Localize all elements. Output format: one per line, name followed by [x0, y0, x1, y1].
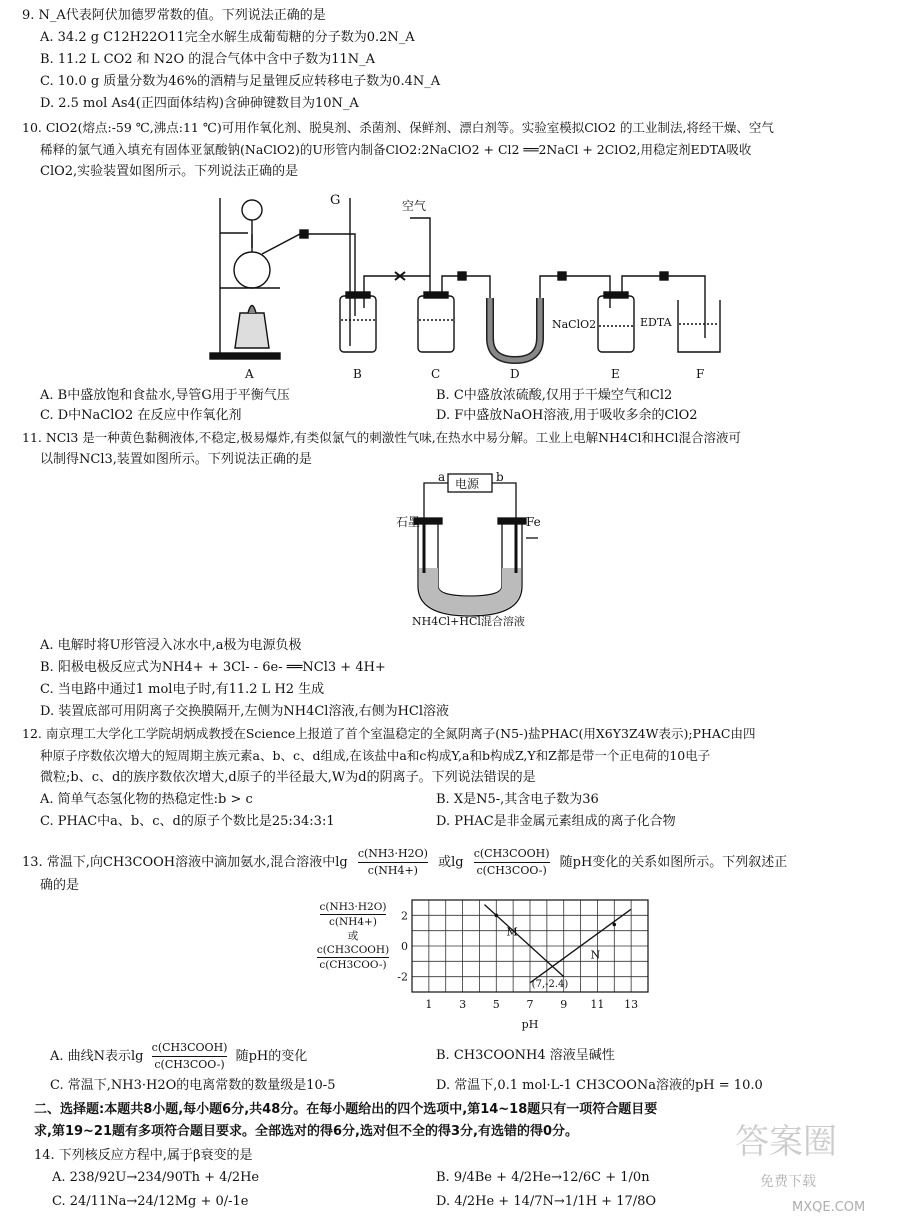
fraction-1-denominator: c(NH4+) — [367, 864, 418, 877]
q13-stem-line1 — [22, 846, 787, 879]
label-e: E — [611, 367, 620, 381]
y-tick-label: 2 — [401, 909, 408, 923]
fraction-1-numerator: c(NH3·H2O) — [358, 846, 428, 863]
q13-option-a — [50, 1040, 307, 1073]
q12-option-a: A. 简单气态氢化物的热稳定性:b > c — [40, 792, 253, 807]
label-air: 空气 — [402, 199, 427, 213]
q9-option-d: D. 2.5 mol As4(正四面体结构)含砷砷键数目为10N_A — [40, 96, 359, 111]
q13-a-fraction: c(CH3COOH) c(CH3COO-) — [151, 1041, 228, 1071]
watermark-logo: 答案圈 — [735, 1122, 837, 1162]
q10-option-b: B. C中盛放浓硫酸,仅用于干燥空气和Cl2 — [436, 388, 673, 403]
q11-option-a: A. 电解时将U形管浸入冰水中,a极为电源负极 — [40, 638, 302, 653]
q11-option-c: C. 当电路中通过1 mol电子时,有11.2 L H2 生成 — [40, 682, 325, 697]
q10-option-d: D. F中盛放NaOH溶液,用于吸收多余的ClO2 — [436, 408, 698, 423]
x-tick-label: 7 — [526, 998, 534, 1011]
x-axis-label: pH — [521, 1018, 539, 1031]
label-power: 电源 — [455, 477, 480, 491]
label-pole-a: a — [438, 470, 446, 484]
q11-option-b: B. 阳极电极反应式为NH4+ + 3Cl- - 6e- ══NCl3 + 4H+ — [40, 660, 386, 675]
series-label-M: M — [506, 925, 518, 939]
label-b: B — [353, 367, 362, 381]
watermark-url: MXQE.COM — [792, 1200, 866, 1215]
q14-stem: 14. 下列核反应方程中,属于β衰变的是 — [34, 1148, 253, 1163]
q10-stem-line2: 稀释的氯气通入填充有固体亚氯酸钠(NaClO2)的U形管内制备ClO2:2NaClO2 + Cl2 ══2NaCl + 2ClO2,用稳定剂EDTA吸收 — [40, 142, 752, 157]
label-g: G — [330, 193, 341, 208]
x-tick-label: 1 — [425, 998, 433, 1011]
q10-option-c: C. D中NaClO2 在反应中作氧化剂 — [40, 408, 242, 423]
y-tick-label: 0 — [401, 940, 408, 953]
q11-electrolysis-figure — [398, 468, 543, 630]
q13-a-suffix: 随pH的变化 — [235, 1049, 308, 1064]
x-tick-label: 11 — [590, 998, 605, 1011]
q11-solution-label: NH4Cl+HCl混合溶液 — [412, 615, 525, 628]
q10-stem-line3: ClO2,实验装置如图所示。下列说法正确的是 — [40, 164, 299, 179]
x-tick-label: 5 — [492, 998, 500, 1011]
q14-option-a: A. 238/92U→234/90Th + 4/2He — [52, 1170, 260, 1185]
q12-option-d: D. PHAC是非金属元素组成的离子化合物 — [436, 814, 676, 829]
q13-stem-suffix: 随pH变化的关系如图所示。下列叙述正 — [559, 855, 788, 870]
x-tick-label: 9 — [560, 998, 568, 1011]
q10-apparatus-figure — [190, 188, 730, 383]
q12-stem-line2: 种原子序数依次增大的短周期主族元素a、b、c、d组成,在该盐中a和c构成Y,a和b构成Z,Y和Z都是带一个正电荷的10电子 — [40, 748, 711, 763]
point-annotation: (7,-2.4) — [531, 978, 569, 990]
q13-option-d: D. 常温下,0.1 mol·L-1 CH3COONa溶液的pH = 10.0 — [436, 1078, 763, 1093]
q13-option-b: B. CH3COONH4 溶液呈碱性 — [436, 1048, 615, 1063]
q9-option-a: A. 34.2 g C12H22O11完全水解生成葡萄糖的分子数为0.2N_A — [40, 30, 415, 45]
series-point-M — [494, 914, 498, 918]
fraction-2-denominator: c(CH3COO-) — [476, 864, 547, 877]
q12-option-b: B. X是N5-,其含电子数为36 — [436, 792, 599, 807]
q14-option-b: B. 9/4Be + 4/2He→12/6C + 1/0n — [436, 1170, 650, 1185]
q11-stem-line2: 以制得NCl3,装置如图所示。下列说法正确的是 — [40, 452, 312, 467]
label-fe: Fe — [526, 515, 541, 529]
q12-stem-line1: 12. 南京理工大学化工学院胡炳成教授在Science上报道了首个室温稳定的全氮阴离子(N5-)盐PHAC(用X6Y3Z4W表示);PHAC由四 — [22, 726, 756, 741]
label-d: D — [510, 367, 520, 381]
x-tick-label: 3 — [459, 998, 467, 1011]
section2-line1: 二、选择题:本题共8小题,每小题6分,共48分。在每小题给出的四个选项中,第14~18题只有一项符合题目要 — [34, 1102, 658, 1117]
q11-option-d: D. 装置底部可用阴离子交换膜隔开,左侧为NH4Cl溶液,右侧为HCl溶液 — [40, 704, 450, 719]
q13-stem-prefix: 13. 常温下,向CH3COOH溶液中滴加氨水,混合溶液中lg — [22, 855, 348, 870]
q13-stem-line2: 确的是 — [40, 878, 80, 893]
q9-option-c: C. 10.0 g 质量分数为46%的酒精与足量锂反应转移电子数为0.4N_A — [40, 74, 441, 89]
q12-stem-line3: 微粒;b、c、d的族序数依次增大,d原子的半径最大,W为d的阴离子。下列说法错误的是 — [40, 770, 536, 785]
label-f: F — [696, 367, 705, 381]
watermark-subtext: 免费下载 — [760, 1174, 816, 1190]
q10-option-a: A. B中盛放饱和食盐水,导管G用于平衡气压 — [40, 388, 290, 403]
q10-stem-line1: 10. ClO2(熔点:-59 ℃,沸点:11 ℃)可用作氧化剂、脱臭剂、杀菌剂、保鲜剂、漂白剂等。实验室模拟ClO2 的工业制法,将经干燥、空气 — [22, 120, 774, 135]
label-a: A — [245, 367, 254, 381]
series-label-N: N — [590, 948, 601, 962]
q13-fraction-1 — [358, 846, 428, 879]
section2-line2: 求,第19~21题有多项符合题目要求。全部选对的得6分,选对但不全的得3分,有选错的得0分。 — [34, 1124, 579, 1139]
q9-stem: 9. N_A代表阿伏加德罗常数的值。下列说法正确的是 — [22, 8, 326, 23]
series-point-N — [612, 923, 616, 927]
label-c: C — [431, 367, 441, 381]
q14-option-d: D. 4/2He + 14/7N→1/1H + 17/8O — [436, 1194, 657, 1209]
q9-option-b: B. 11.2 L CO2 和 N2O 的混合气体中含中子数为11N_A — [40, 52, 376, 67]
q11-stem-line1: 11. NCl3 是一种黄色黏稠液体,不稳定,极易爆炸,有类似氯气的刺激性气味,在热水中易分解。工业上电解NH4Cl和HCl混合溶液可 — [22, 430, 741, 445]
q12-option-c: C. PHAC中a、b、c、d的原子个数比是25:34:3:1 — [40, 814, 335, 829]
chart-ylabel-or: 或 — [347, 930, 359, 942]
q13-chart — [397, 892, 660, 1032]
q14-option-c: C. 24/11Na→24/12Mg + 0/-1e — [52, 1194, 249, 1209]
label-naclo2: NaClO2 — [552, 318, 597, 331]
q13-or: 或lg — [438, 855, 464, 870]
q13-a-prefix: A. 曲线N表示lg — [50, 1049, 144, 1064]
chart-ylabel: $\frac{c(NH3\cdot H2O)}{c(NH4+)}$ 或 c(CH3COOH) c(CH3COO-) — [298, 900, 408, 972]
label-pole-b: b — [496, 470, 504, 484]
q13-fraction-2 — [474, 846, 550, 879]
label-edta: EDTA — [640, 316, 672, 329]
q13-option-c: C. 常温下,NH3·H2O的电离常数的数量级是10-5 — [50, 1078, 336, 1093]
fraction-2-numerator: c(CH3COOH) — [474, 846, 550, 863]
x-tick-label: 13 — [624, 998, 639, 1011]
y-tick-label: -2 — [397, 970, 408, 984]
label-graphite: 石墨 — [396, 515, 421, 529]
